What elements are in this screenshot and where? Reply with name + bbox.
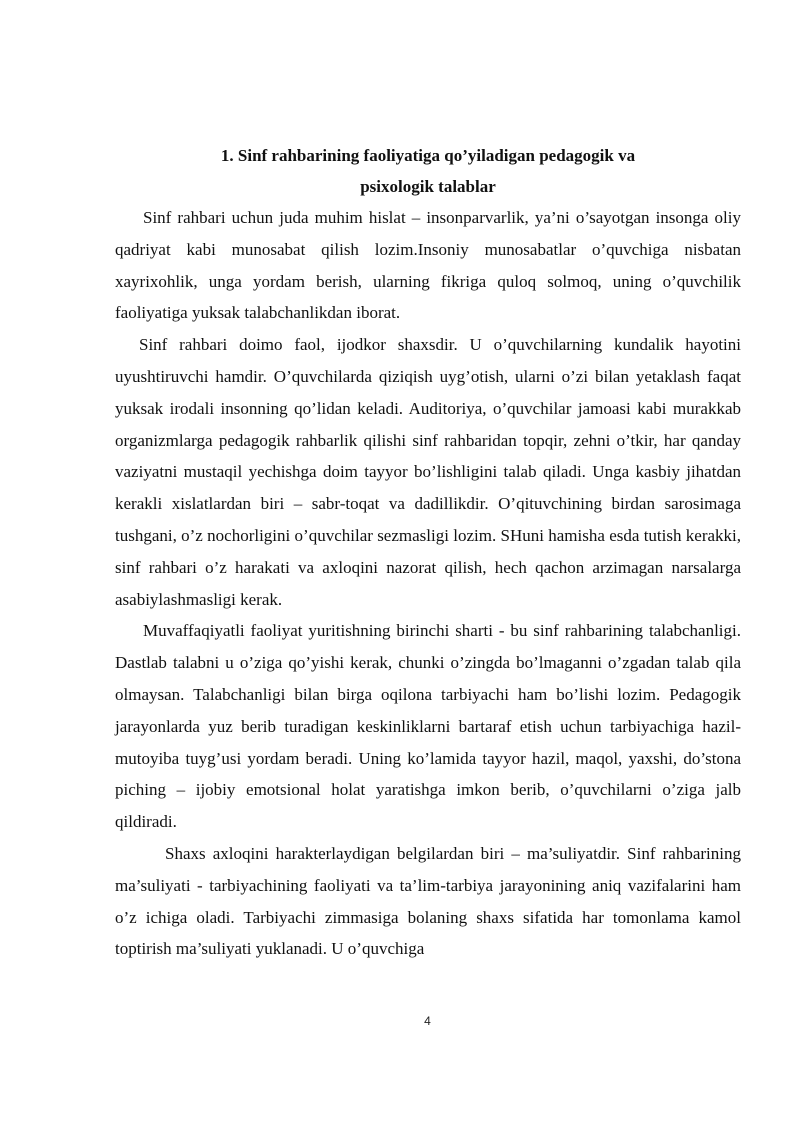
section-heading <box>115 140 741 202</box>
section-heading-line-1: 1. Sinf rahbarining faoliyatiga qo’yiladigan pedagogik va <box>220 146 636 165</box>
paragraph-4: Shaxs axloqini harakterlaydigan belgilardan biri – ma’suliyatdir. Sinf rahbarining ma’suliyati - tarbiyachining faoliyati va ta’lim-tarbiya jarayonining aniq vazifalarini ham o’z ichiga oladi. Tarbiyachi zimmasiga bolaning shaxs sifatida har tomonlama kamol toptirish ma’suliyati yuklanadi. U o’quvchiga <box>115 843 741 959</box>
paragraph-1: Sinf rahbari uchun juda muhim hislat – insonparvarlik, ya’ni o’sayotgan insonga oliy qadriyat kabi munosabat qilish lozim.Insoniy munosabatlar o’quvchiga nisbatan xayrixohlik, unga yordam berish, ularning fikriga quloq solmoq, uning o’quvchilik faoliyatiga yuksak talabchanlikdan iborat. <box>115 208 741 323</box>
body-text <box>115 202 741 965</box>
paragraph-2: Sinf rahbari doimo faol, ijodkor shaxsdir. U o’quvchilarning kundalik hayotini uyushtiruvchi hamdir. O’quvchilarda qiziqish uyg’otish, ularni o’zi bilan yetaklash faqat yuksak irodali insonning qo’lidan keladi. Auditoriya, o’quvchilar jamoasi kabi murakkab organizmlarga pedagogik rahbarlik qilishi sinf rahbaridan topqir, zehni o’tkir, har qanday vaziyatni mustaqil yechishga doim tayyor bo’lishligini talab qiladi. Unga kasbiy jihatdan kerakli xislatlardan biri – sabr-toqat va dadillikdir. O’qituvchining birdan sarosimaga tushgani, o’z nochorligini o’quvchilar sezmasligi lozim. SHuni hamisha esda tutish kerakki, sinf rahbari o’z harakati va axloqini nazorat qilish, hech qachon arzimagan narsalarga asabiylashmasligi kerak. <box>115 335 741 609</box>
paragraph-3: Muvaffaqiyatli faoliyat yuritishning birinchi sharti - bu sinf rahbarining talabchanligi. Dastlab talabni u o’ziga qo’yishi kerak, chunki o’zingda bo’lmaganni o’zgadan talab qila olmaysan. Talabchanligi bilan birga oqilona tarbiyachi ham bo’lishi lozim. Pedagogik jarayonlarda yuz berib turadigan keskinliklarni bartaraf etish uchun tarbiyachiga hazil-mutoyiba tuyg’usi yordam beradi. Uning ko’lamida tayyor hazil, maqol, yaxshi, do’stona piching – ijobiy emotsional holat yaratishga imkon berib, o’quvchilarni o’ziga jalb qildiradi. <box>115 621 741 832</box>
page-number: 4 <box>424 1014 431 1028</box>
section-heading-line-2: psixologik talablar <box>360 177 496 196</box>
